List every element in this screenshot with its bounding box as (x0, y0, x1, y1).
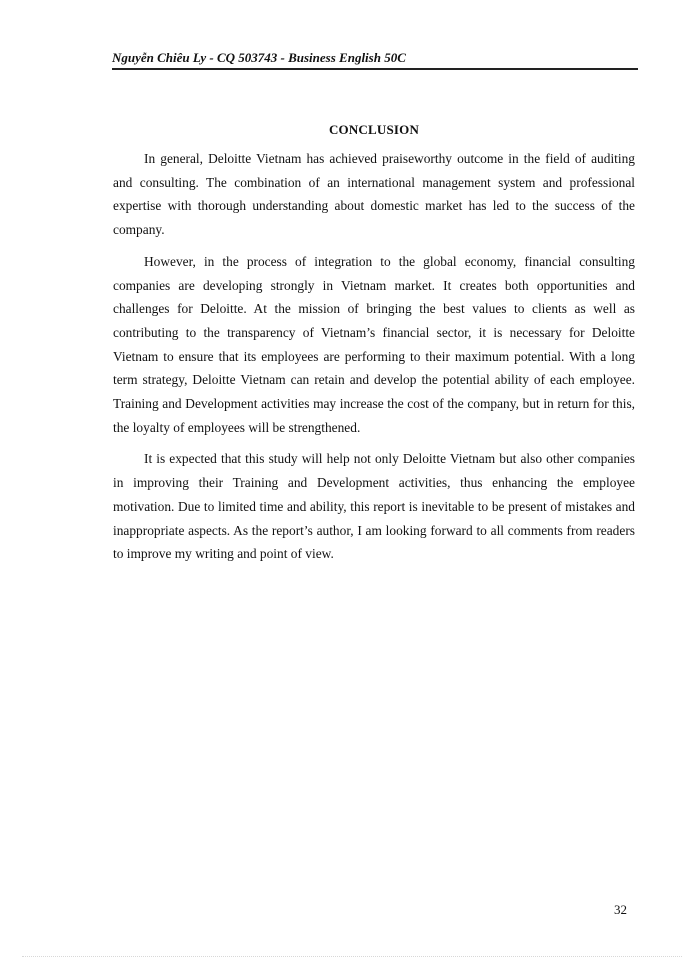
paragraph-1: In general, Deloitte Vietnam has achieved praiseworthy outcome in the field of auditing and consulting. The combination of an international management system and professional expertise with thorough understanding about domestic market has led to the success of the company. (113, 151, 635, 238)
page-header (112, 50, 638, 70)
document-body (113, 121, 635, 574)
header-text: Nguyễn Chiêu Ly - CQ 503743 - Business English 50C (112, 50, 406, 65)
paragraph-2: However, in the process of integration to the global economy, financial consulting companies are developing strongly in Vietnam market. It creates both opportunities and challenges for Deloitte. At the mission of bringing the best values to clients as well as contributing to the transparency of Vietnam’s financial sector, it is necessary for Deloitte Vietnam to ensure that its employees are performing to their maximum potential. With a long term strategy, Deloitte Vietnam can retain and develop the potential ability of each employee. Training and Development activities may increase the cost of the company, but in return for this, the loyalty of employees will be strengthened. (113, 253, 635, 435)
page-number: 32 (614, 902, 627, 917)
section-title: CONCLUSION (328, 122, 420, 137)
footer-rule (22, 956, 682, 957)
paragraph-3: It is expected that this study will help not only Deloitte Vietnam but also other companies in improving their Training and Development activities, thus enhancing the employee motivation. Due to limited time and ability, this report is inevitable to be present of mistakes and inappropriate aspects. As the report’s author, I am looking forward to all comments from readers to improve my writing and point of view. (113, 451, 635, 562)
header-rule (112, 68, 638, 70)
